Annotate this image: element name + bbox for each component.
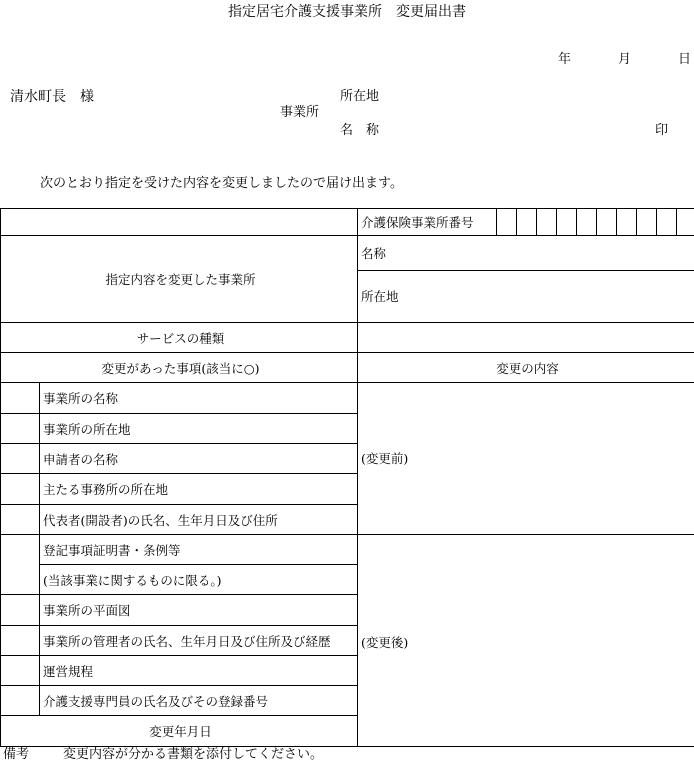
change-form-table: [0, 208, 694, 747]
item-mark-cell[interactable]: [1, 444, 40, 474]
insurer-number-label: 介護保険事業所番号: [358, 209, 497, 236]
item-mark-cell[interactable]: [1, 414, 40, 444]
before-change-field[interactable]: [358, 383, 694, 535]
office-location-label: 所在地: [361, 289, 399, 304]
service-type-field[interactable]: [358, 323, 694, 353]
item-operating-rules: 運営規程: [40, 656, 358, 686]
document-title: 指定居宅介護支援事業所 変更届出書: [228, 4, 466, 20]
item-mark-cell[interactable]: [1, 474, 40, 505]
date-month-label: 月: [618, 52, 632, 67]
blank-cell: [1, 209, 358, 236]
item-mark-cell[interactable]: [1, 383, 40, 414]
item-mark-cell[interactable]: [1, 626, 40, 656]
remarks-text: 変更内容が分かる書類を添付してください。: [63, 747, 324, 762]
insurer-number-digit[interactable]: [557, 209, 577, 236]
insurer-number-digit[interactable]: [677, 209, 694, 236]
insurer-number-digit[interactable]: [537, 209, 557, 236]
office-location-field[interactable]: [358, 271, 694, 323]
insurer-number-digit[interactable]: [577, 209, 597, 236]
office-label: 指定内容を変更した事業所: [1, 236, 358, 323]
item-mark-cell[interactable]: [1, 686, 40, 716]
item-representative: 代表者(開設者)の氏名、生年月日及び住所: [40, 505, 358, 535]
applicant-location-label: 所在地: [340, 89, 380, 104]
before-change-label: (変更前): [361, 451, 409, 466]
item-registration-certificate: 登記事項証明書・条例等: [40, 535, 358, 565]
insurer-number-digit[interactable]: [617, 209, 637, 236]
applicant-office-label: 事業所: [280, 105, 320, 120]
item-applicant-name: 申請者の名称: [40, 444, 358, 474]
change-content-header: 変更の内容: [358, 353, 694, 383]
item-mark-cell[interactable]: [1, 595, 40, 626]
item-mark-cell[interactable]: [1, 505, 40, 535]
date-year-label: 年: [558, 52, 572, 67]
change-date-label: 変更年月日: [1, 716, 358, 747]
item-main-office-location: 主たる事務所の所在地: [40, 474, 358, 505]
item-manager: 事業所の管理者の氏名、生年月日及び住所及び経歴: [40, 626, 358, 656]
seal-mark: 印: [655, 123, 669, 138]
insurer-number-digit[interactable]: [657, 209, 677, 236]
insurer-number-digit[interactable]: [497, 209, 517, 236]
item-office-location: 事業所の所在地: [40, 414, 358, 444]
insurer-number-digit[interactable]: [597, 209, 617, 236]
item-mark-cell[interactable]: [1, 656, 40, 686]
after-change-field[interactable]: [358, 535, 694, 747]
applicant-name-label: 名 称: [340, 123, 380, 138]
item-registration-note: (当該事業に関するものに限る。): [40, 565, 358, 595]
date-day-label: 日: [678, 52, 692, 67]
addressee: 清水町長 様: [10, 89, 94, 105]
insurer-number-digit[interactable]: [517, 209, 537, 236]
service-type-label: サービスの種類: [1, 323, 358, 353]
item-care-managers: 介護支援専門員の氏名及びその登録番号: [40, 686, 358, 716]
office-name-label: 名称: [361, 245, 387, 261]
office-name-field[interactable]: [358, 236, 694, 271]
item-floor-plan: 事業所の平面図: [40, 595, 358, 626]
item-mark-cell[interactable]: [1, 535, 40, 595]
intro-text: 次のとおり指定を受けた内容を変更しましたので届け出ます。: [40, 176, 403, 191]
insurer-number-digit[interactable]: [637, 209, 657, 236]
changed-items-header: 変更があった事項(該当に○): [1, 353, 358, 383]
remarks-label: 備考: [3, 747, 30, 762]
after-change-label: (変更後): [361, 635, 409, 650]
item-office-name: 事業所の名称: [40, 383, 358, 414]
